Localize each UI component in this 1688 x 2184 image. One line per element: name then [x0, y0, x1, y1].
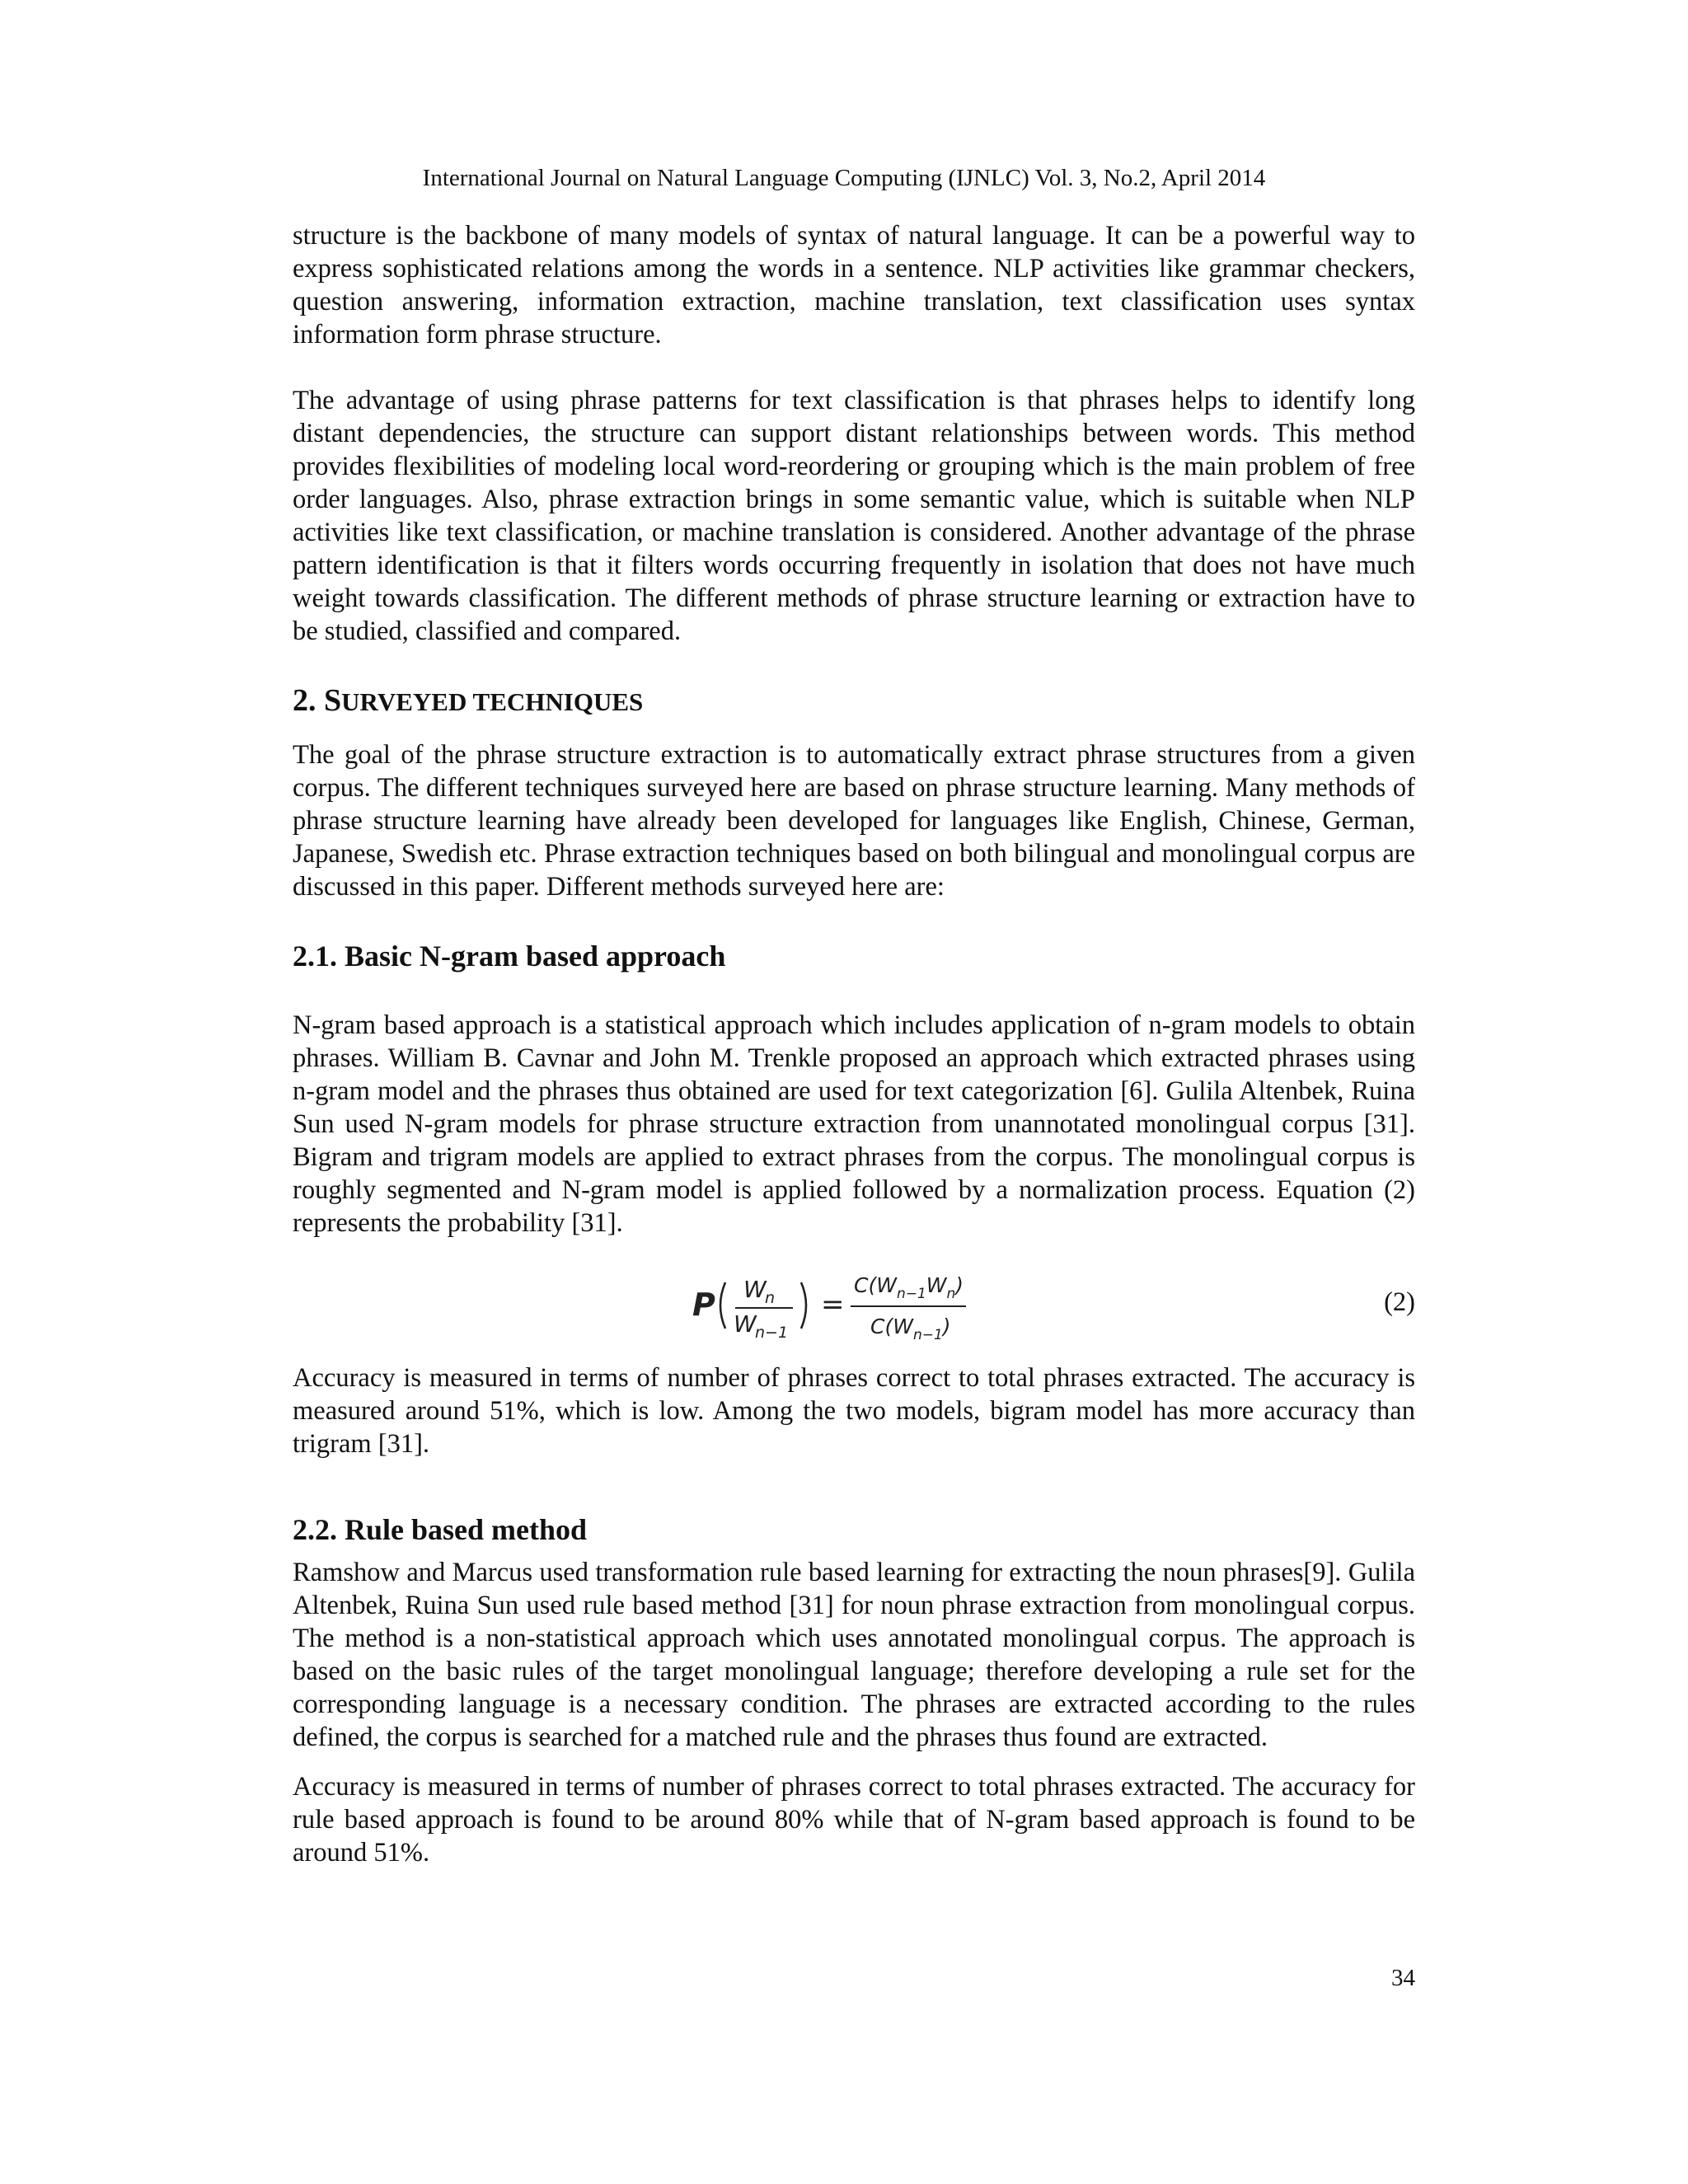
eq-rhs-denominator: $C(W_{n-1})$	[870, 1315, 951, 1343]
eq-left-paren	[720, 1282, 725, 1329]
section-heading-surveyed-techniques	[293, 681, 1415, 722]
eq-equals-sign: =	[821, 1288, 845, 1321]
paragraph-rule-based-description: Ramshow and Marcus used transformation rule based learning for extracting the noun phrases[9]. Gulila Altenbek, Ruina Sun used rule based method [31] for noun phrase extraction from monolingual corpus. The method is a non-statistical approach which uses annotated monolingual corpus. The approach is based on the basic rules of the target monolingual language; therefore developing a rule set for the corresponding language is a necessary condition. The phrases are extracted according to the rules defined, the corpus is searched for a matched rule and the phrases thus found are extracted.	[293, 1558, 1415, 1752]
eq-lhs-denominator: W	[734, 1310, 757, 1338]
paragraph-intro-continuation: structure is the backbone of many models of syntax of natural language. It can be a powerful way to express sophisticated relations among the words in a sentence. NLP activities like grammar checkers, question answering, information extraction, machine translation, text classification uses syntax information form phrase structure.	[293, 221, 1415, 349]
eq-lhs-denominator-sub: n−1	[755, 1324, 789, 1342]
page-body	[293, 219, 1415, 1869]
paragraph-rule-based-accuracy: Accuracy is measured in terms of number of phrases correct to total phrases extracted. The accuracy for rule based approach is found to be around 80% while that of N-gram based approach is found to be around 51%.	[293, 1772, 1415, 1868]
equation-2	[692, 1259, 973, 1350]
paragraph-ngram-description: N-gram based approach is a statistical approach which includes application of n-gram models to obtain phrases. William B. Cavnar and John M. Trenkle proposed an approach which extracted phrases using n-gram model and the phrases thus obtained are used for text categorization [6]. Gulila Altenbek, Ruina Sun used N-gram models for phrase structure extraction from unannotated monolingual corpus [31]. Bigram and trigram models are applied to extract phrases from the corpus. The monolingual corpus is roughly segmented and N-gram model is applied followed by a normalization process. Equation (2) represents the probability [31].	[293, 1010, 1415, 1238]
eq-p-symbol: P	[692, 1286, 715, 1323]
section-title-rest: URVEYED TECHNIQUES	[341, 687, 644, 716]
paragraph-phrase-patterns-advantage: The advantage of using phrase patterns for text classification is that phrases helps to identify long distant dependencies, the structure can support distant relationships between words. This method provides flexibilities of modeling local word-reordering or grouping which is the main problem of free order languages. Also, phrase extraction brings in some semantic value, which is suitable when NLP activities like text classification, or machine translation is considered. Another advantage of the phrase pattern identification is that it filters words occurring frequently in isolation that does not have much weight towards classification. The different methods of phrase structure learning or extraction have to be studied, classified and compared.	[293, 386, 1415, 646]
paragraph-ngram-accuracy: Accuracy is measured in terms of number of phrases correct to total phrases extracted. The accuracy is measured around 51%, which is low. Among the two models, bigram model has more accuracy than trigram [31].	[293, 1363, 1415, 1459]
eq-right-paren	[801, 1282, 806, 1329]
equation-block	[293, 1259, 1415, 1350]
eq-lhs-numerator: W	[743, 1276, 767, 1303]
equation-number: (2)	[1384, 1287, 1415, 1317]
eq-rhs-numerator: $C(W_{n-1}W_n)$	[854, 1273, 964, 1302]
running-header: International Journal on Natural Language Computing (IJNLC) Vol. 3, No.2, April 2014	[422, 165, 1266, 191]
subsection-heading-ngram: 2.1. Basic N-gram based approach	[293, 940, 726, 972]
page-number: 34	[1391, 1965, 1415, 1991]
subsection-heading-rule-based: 2.2. Rule based method	[293, 1513, 588, 1546]
paragraph-section2-intro: The goal of the phrase structure extraction is to automatically extract phrase structures from a given corpus. The different techniques surveyed here are based on phrase structure learning. Many methods of phrase structure learning have already been developed for languages like English, Chinese, German, Japanese, Swedish etc. Phrase extraction techniques based on both bilingual and monolingual corpus are discussed in this paper. Different methods surveyed here are:	[293, 740, 1415, 902]
section-title-initial: S	[324, 683, 342, 718]
section-number: 2.	[293, 683, 316, 718]
eq-lhs-numerator-sub: n	[765, 1289, 776, 1307]
